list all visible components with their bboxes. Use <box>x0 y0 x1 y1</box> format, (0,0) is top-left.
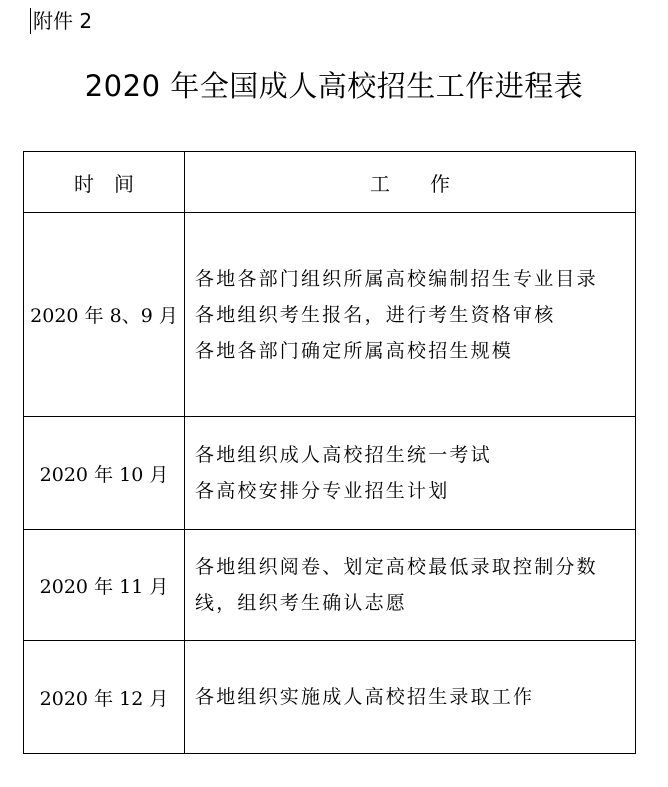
table-row <box>24 213 636 417</box>
row-work <box>185 641 636 754</box>
header-time: 时 间 <box>24 152 185 213</box>
work-item: 各地各部门组织所属高校编制招生专业目录 <box>195 267 598 290</box>
row-work <box>185 213 636 417</box>
document-title: 2020 年全国成人高校招生工作进程表 <box>84 69 584 103</box>
attachment-label: 附件 2 <box>30 8 92 34</box>
work-item: 各地组织考生报名，进行考生资格审核 <box>195 303 556 326</box>
row-time: 2020 年 10 月 <box>24 417 185 530</box>
row-time: 2020 年 11 月 <box>24 530 185 641</box>
work-item: 各地各部门确定所属高校招生规模 <box>195 339 514 362</box>
table-row <box>24 530 636 641</box>
row-work <box>185 530 636 641</box>
header-work: 工 作 <box>185 152 636 213</box>
work-item: 各高校安排分专业招生计划 <box>195 480 450 502</box>
work-item: 各地组织阅卷、划定高校最低录取控制分数线，组织考生确认志愿 <box>195 556 598 614</box>
row-time: 2020 年 8、9 月 <box>24 213 185 417</box>
row-time: 2020 年 12 月 <box>24 641 185 754</box>
work-item: 各地组织成人高校招生统一考试 <box>195 444 492 466</box>
table-row <box>24 417 636 530</box>
table-row <box>24 641 636 754</box>
schedule-table <box>23 151 636 754</box>
row-work <box>185 417 636 530</box>
work-item: 各地组织实施成人高校招生录取工作 <box>195 686 535 708</box>
table-header-row <box>24 152 636 213</box>
